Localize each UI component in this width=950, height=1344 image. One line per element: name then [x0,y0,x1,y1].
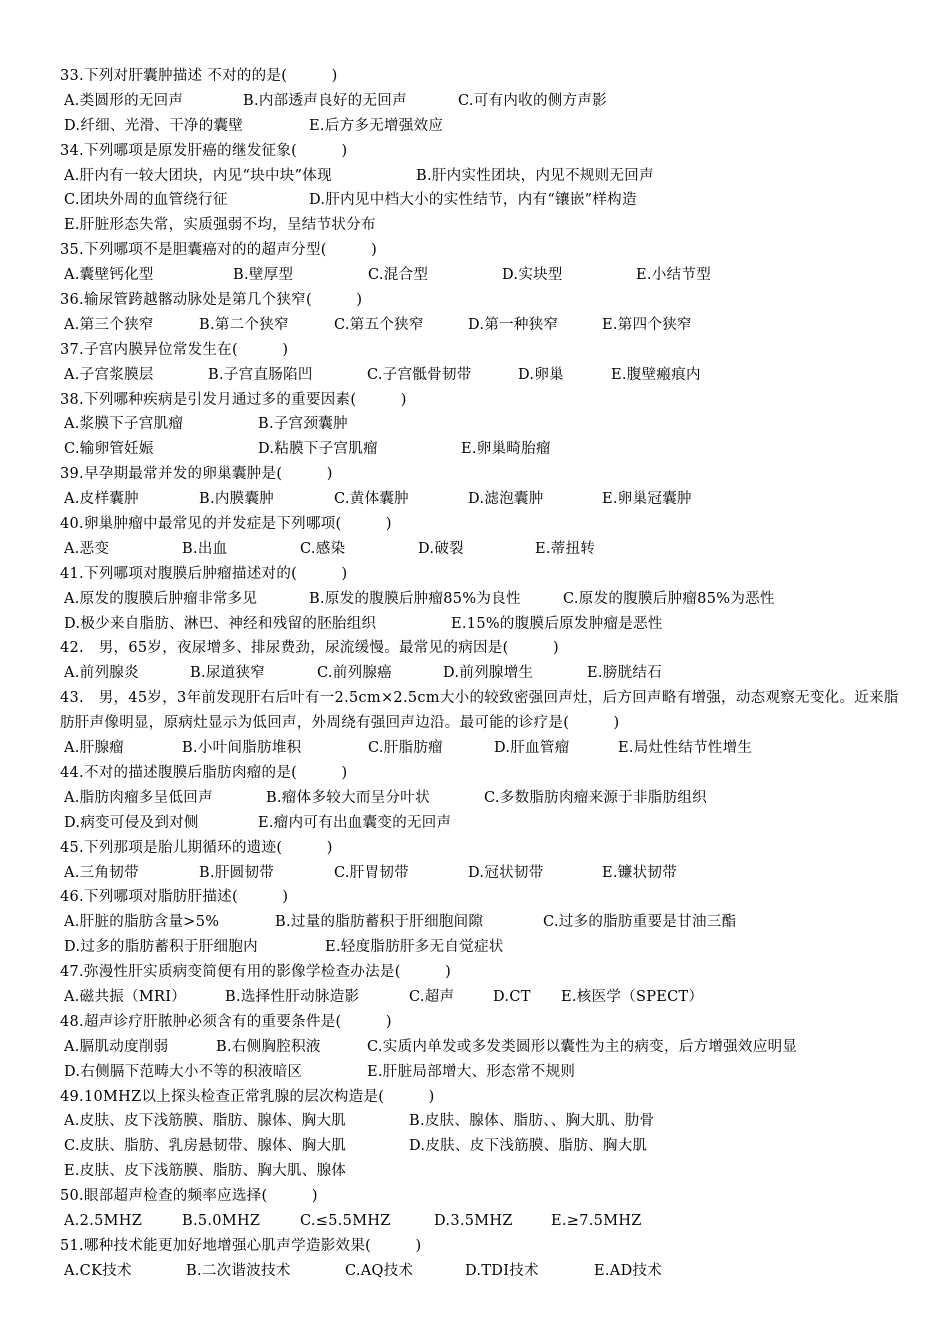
options-row [0,1060,950,1085]
question-stem-49: 49.10MHZ以上探头检查正常乳腺的层次构造是( ) [60,1088,435,1105]
option-43-c: C.肝脂肪瘤 [368,740,443,757]
option-51-b: B.二次谐波技术 [186,1262,291,1279]
options-row [0,114,950,139]
option-49-a: A.皮肤、皮下浅筋膜、脂肪、腺体、胸大肌 [64,1113,347,1130]
option-47-b: B.选择性肝动脉造影 [225,988,360,1005]
option-34-e: E.肝脏形态失常，实质强弱不均，呈结节状分布 [64,217,376,234]
option-45-d: D.冠状韧带 [468,864,544,881]
option-37-b: B.子宫直肠陷凹 [208,366,313,383]
question-stem-51: 51.哪种技术能更加好地增强心肌声学造影效果( ) [60,1237,422,1254]
options-row [0,587,950,612]
question-stem-45: 45.下列那项是胎儿期循环的遗迹( ) [60,839,333,856]
option-47-d: D.CT [493,988,531,1005]
question-stem-37: 37.子宫内膜异位常发生在( ) [60,341,289,358]
option-44-a: A.脂肪肉瘤多呈低回声 [64,789,213,806]
question-stem-48: 48.超声诊疗肝脓肿必须含有的重要条件是( ) [60,1013,392,1030]
option-51-e: E.AD技术 [594,1262,663,1279]
option-36-e: E.第四个狭窄 [602,316,692,333]
option-47-a: A.磁共振（MRI） [64,988,187,1005]
options-row [0,612,950,637]
option-45-b: B.肝圆韧带 [199,864,275,881]
option-43-a: A.肝腺瘤 [64,740,125,757]
option-45-e: E.镰状韧带 [602,864,677,881]
question-stem-42: 42. 男，65岁，夜尿增多、排尿费劲，尿流缓慢。最常见的病因是( ) [60,640,559,657]
option-37-d: D.卵巢 [518,366,564,383]
option-49-c: C.皮肤、脂肪、乳房悬韧带、腺体、胸大肌 [64,1138,347,1155]
options-row [0,861,950,886]
option-51-c: C.AQ技术 [345,1262,414,1279]
option-48-e: E.肝脏局部增大、形态常不规则 [367,1063,576,1080]
option-50-b: B.5.0MHZ [182,1213,261,1229]
option-37-e: E.腹壁瘢痕内 [611,366,701,383]
option-44-b: B.瘤体多较大而呈分叶状 [266,789,430,806]
option-40-b: B.出血 [182,540,228,557]
question-stem-35: 35.下列哪项不是胆囊癌对的的超声分型( ) [60,242,378,259]
options-row [0,487,950,512]
question-stem-39: 39.早孕期最常并发的卵巢囊肿是( ) [60,466,333,483]
option-49-b: B.皮肤、腺体、脂肪、、胸大肌、肋骨 [409,1113,655,1130]
options-row [0,786,950,811]
option-46-e: E.轻度脂肪肝多无自觉症状 [325,939,504,956]
options-row [0,910,950,935]
options-row [0,1035,950,1060]
option-46-b: B.过量的脂肪蓄积于肝细胞间隙 [275,914,484,931]
options-row [0,985,950,1010]
options-row [0,1209,950,1234]
option-49-e: E.皮肤、皮下浅筋膜、脂肪、胸大肌、腺体 [64,1163,347,1180]
option-43-b: B.小叶间脂肪堆积 [182,740,302,757]
question-stem-34: 34.下列哪项是原发肝癌的继发征象( ) [60,142,348,159]
option-33-e: E.后方多无增强效应 [309,117,444,134]
options-row [0,1134,950,1159]
option-33-c: C.可有内收的侧方声影 [458,92,607,109]
option-50-e: E.≥7.5MHZ [551,1213,642,1229]
options-row [0,263,950,288]
option-46-c: C.过多的脂肪重要是甘油三酯 [543,914,737,931]
options-row [0,661,950,686]
option-39-d: D.滤泡囊肿 [468,491,544,508]
option-39-b: B.内膜囊肿 [199,491,275,508]
options-row [0,1259,950,1284]
question-stem-41: 41.下列哪项对腹膜后肿瘤描述对的( ) [60,565,348,582]
option-48-d: D.右侧膈下范畴大小不等的积液暗区 [64,1063,303,1080]
options-row [0,1109,950,1134]
option-47-e: E.核医学（SPECT） [561,988,704,1005]
option-48-c: C.实质内单发或多发类圆形以囊性为主的病变，后方增强效应明显 [367,1038,798,1055]
option-41-d: D.极少来自脂肪、淋巴、神经和残留的胚胎组织 [64,615,377,632]
options-row [0,811,950,836]
option-43-d: D.肝血管瘤 [494,740,570,757]
option-50-d: D.3.5MHZ [434,1213,513,1229]
options-row [0,188,950,213]
options-row [0,1159,950,1184]
option-36-b: B.第二个狭窄 [199,316,289,333]
option-39-c: C.黄体囊肿 [334,491,409,508]
option-36-d: D.第一种狭窄 [468,316,559,333]
option-34-d: D.肝内见中档大小的实性结节，内有“镶嵌”样构造 [309,192,637,209]
option-45-a: A.三角韧带 [64,864,139,881]
options-row [0,935,950,960]
option-44-e: E.瘤内可有出血囊变的无回声 [258,814,452,831]
option-34-c: C.团块外周的血管绕行征 [64,192,228,209]
question-stem-36: 36.输尿管跨越髂动脉处是第几个狭窄( ) [60,292,363,309]
option-38-c: C.输卵管妊娠 [64,441,154,458]
option-38-a: A.浆膜下子宫肌瘤 [64,416,184,433]
option-39-e: E.卵巢冠囊肿 [602,491,692,508]
option-42-d: D.前列腺增生 [443,665,534,682]
question-stem-43: 43. 男，45岁，3年前发现肝右后叶有一2.5cm×2.5cm大小的较致密强回声灶，后方回声略有增强，动态观察无变化。近来脂肪肝声像明显，原病灶显示为低回声，外周绕有强回声边沿。最可能的诊疗是( ) [60,690,899,732]
option-50-a: A.2.5MHZ [64,1213,143,1229]
option-51-a: A.CK技术 [64,1262,132,1279]
option-48-b: B.右侧胸腔积液 [216,1038,321,1055]
options-row [0,164,950,189]
option-42-a: A.前列腺炎 [64,665,139,682]
option-41-e: E.15%的腹膜后原发肿瘤是恶性 [451,615,663,632]
option-41-b: B.原发的腹膜后肿瘤85%为良性 [309,590,521,607]
option-35-e: E.小结节型 [636,267,711,284]
option-36-c: C.第五个狭窄 [334,316,424,333]
options-row [0,313,950,338]
option-38-b: B.子宫颈囊肿 [258,416,348,433]
question-stem-44: 44.不对的描述腹膜后脂肪肉瘤的是( ) [60,764,348,781]
option-40-c: C.感染 [300,540,346,557]
option-43-e: E.局灶性结节性增生 [618,740,753,757]
option-42-c: C.前列腺癌 [317,665,392,682]
question-stem-33: 33.下列对肝囊肿描述 不对的的是( ) [60,68,338,84]
option-46-d: D.过多的脂肪蓄积于肝细胞内 [64,939,258,956]
question-stem-46: 46.下列哪项对脂肪肝描述( ) [60,889,289,906]
question-stem-40: 40.卵巢肿瘤中最常见的并发症是下列哪项( ) [60,516,392,533]
option-39-a: A.皮样囊肿 [64,491,139,508]
option-42-e: E.膀胱结石 [587,665,662,682]
option-44-d: D.病变可侵及到对侧 [64,814,199,831]
option-33-d: D.纤细、光滑、干净的囊壁 [64,117,244,134]
option-33-a: A.类圆形的无回声 [64,92,184,109]
question-list [0,64,950,1284]
option-34-a: A.肝内有一较大团块，内见“块中块”体现 [64,167,332,184]
options-row [0,437,950,462]
option-48-a: A.膈肌动度削弱 [64,1038,169,1055]
option-35-b: B.壁厚型 [233,267,294,284]
option-35-a: A.囊壁钙化型 [64,267,154,284]
option-51-d: D.TDI技术 [465,1262,539,1279]
option-49-d: D.皮肤、皮下浅筋膜、脂肪、胸大肌 [409,1138,648,1155]
option-40-d: D.破裂 [418,540,464,557]
option-40-a: A.恶变 [64,540,110,557]
option-46-a: A.肝脏的脂肪含量>5% [64,914,220,931]
options-row [0,736,950,761]
option-47-c: C.超声 [409,988,455,1005]
options-row [0,412,950,437]
option-41-a: A.原发的腹膜后肿瘤非常多见 [64,590,258,607]
option-35-d: D.实块型 [502,267,563,284]
option-45-c: C.肝胃韧带 [334,864,409,881]
options-row [0,363,950,388]
option-40-e: E.蒂扭转 [535,540,596,557]
options-row [0,537,950,562]
option-35-c: C.混合型 [368,267,429,284]
option-50-c: C.≤5.5MHZ [300,1213,391,1229]
option-36-a: A.第三个狭窄 [64,316,154,333]
question-stem-47: 47.弥漫性肝实质病变简便有用的影像学检查办法是( ) [60,964,452,981]
option-42-b: B.尿道狭窄 [190,665,266,682]
option-33-b: B.内部透声良好的无回声 [243,92,407,109]
option-38-d: D.粘膜下子宫肌瘤 [258,441,378,458]
options-row [0,89,950,114]
option-38-e: E.卵巢畸胎瘤 [461,441,551,458]
option-37-c: C.子宫骶骨韧带 [367,366,472,383]
option-41-c: C.原发的腹膜后肿瘤85%为恶性 [563,590,775,607]
option-37-a: A.子宫浆膜层 [64,366,154,383]
option-34-b: B.肝内实性团块，内见不规则无回声 [416,167,654,184]
question-stem-50: 50.眼部超声检查的频率应选择( ) [60,1188,318,1205]
question-stem-38: 38.下列哪种疾病是引发月通过多的重要因素( ) [60,391,407,408]
options-row [0,213,950,238]
option-44-c: C.多数脂肪肉瘤来源于非脂肪组织 [484,789,707,806]
